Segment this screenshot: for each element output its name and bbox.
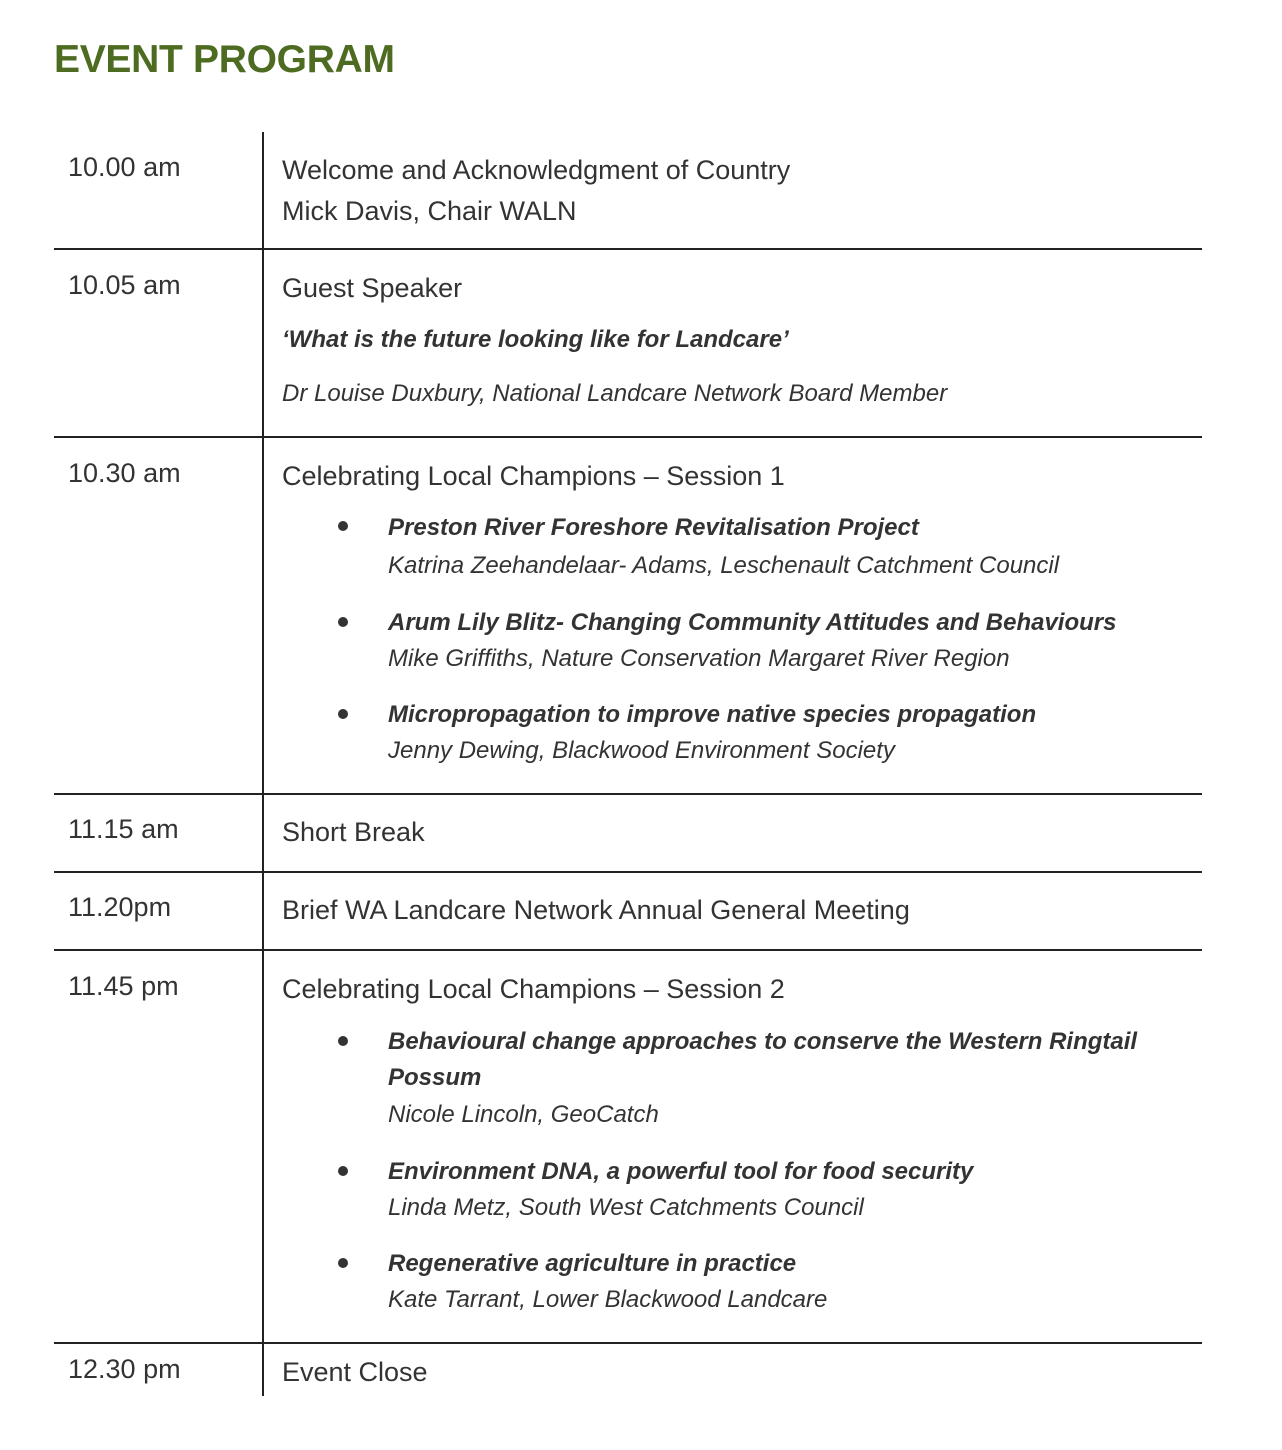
bullet-icon	[338, 1258, 348, 1268]
talk-title: Regenerative agriculture in practice	[388, 1250, 797, 1277]
program-row	[54, 873, 1202, 951]
program-row	[54, 132, 1202, 250]
bullet-icon	[338, 1036, 348, 1046]
talk-title: ‘What is the future looking like for Landcare’	[282, 326, 789, 353]
program-row	[54, 795, 1202, 873]
list-item	[282, 1246, 1202, 1318]
list-item	[282, 509, 1202, 585]
row-content	[264, 250, 1202, 436]
talk-title: Arum Lily Blitz- Changing Community Attitudes and Behaviours	[388, 609, 1117, 636]
row-content	[264, 951, 1202, 1342]
list-item	[282, 1154, 1202, 1226]
session-talk-list	[282, 1024, 1202, 1318]
program-row	[54, 951, 1202, 1344]
program-row	[54, 250, 1202, 438]
talk-title: Environment DNA, a powerful tool for food security	[388, 1158, 974, 1185]
list-item	[282, 605, 1202, 677]
program-row	[54, 438, 1202, 795]
row-time: 11.45 pm	[54, 951, 264, 1342]
talk-speaker: Jenny Dewing, Blackwood Environment Society	[388, 737, 895, 764]
row-content	[264, 795, 1202, 871]
bullet-icon	[338, 617, 348, 627]
row-heading: Guest Speaker	[282, 273, 463, 303]
event-program-table	[54, 132, 1202, 1396]
bullet-icon	[338, 1166, 348, 1176]
talk-speaker: Dr Louise Duxbury, National Landcare Network Board Member	[282, 380, 948, 407]
talk-speaker: Kate Tarrant, Lower Blackwood Landcare	[388, 1286, 828, 1313]
row-heading: Celebrating Local Champions – Session 1	[282, 461, 785, 491]
talk-title: Behavioural change approaches to conserve the Western Ringtail Possum	[388, 1028, 1138, 1091]
row-time: 10.30 am	[54, 438, 264, 793]
list-item	[282, 697, 1202, 769]
bullet-icon	[338, 709, 348, 719]
row-time: 11.20pm	[54, 873, 264, 949]
talk-speaker: Katrina Zeehandelaar- Adams, Leschenault Catchment Council	[388, 552, 1060, 579]
talk-title: Micropropagation to improve native species propagation	[388, 701, 1037, 728]
list-item	[282, 1024, 1202, 1134]
row-content	[264, 132, 1202, 248]
row-subheading: Mick Davis, Chair WALN	[282, 196, 577, 226]
row-content	[264, 873, 1202, 949]
talk-speaker: Mike Griffiths, Nature Conservation Margaret River Region	[388, 645, 1010, 672]
bullet-icon	[338, 521, 348, 531]
row-time: 11.15 am	[54, 795, 264, 871]
talk-title: Preston River Foreshore Revitalisation Project	[388, 514, 919, 541]
row-time: 10.00 am	[54, 132, 264, 248]
session-talk-list	[282, 509, 1202, 769]
row-time: 12.30 pm	[54, 1344, 264, 1396]
row-heading: Welcome and Acknowledgment of Country	[282, 155, 791, 185]
row-content	[264, 438, 1202, 793]
row-heading: Celebrating Local Champions – Session 2	[282, 974, 785, 1004]
row-content	[264, 1344, 1202, 1396]
row-heading: Event Close	[282, 1357, 428, 1387]
talk-speaker: Nicole Lincoln, GeoCatch	[388, 1101, 659, 1128]
talk-speaker: Linda Metz, South West Catchments Council	[388, 1194, 864, 1221]
row-heading: Short Break	[282, 817, 425, 847]
page-title: EVENT PROGRAM	[54, 38, 395, 81]
row-time: 10.05 am	[54, 250, 264, 436]
program-row	[54, 1344, 1202, 1396]
row-heading: Brief WA Landcare Network Annual General Meeting	[282, 895, 910, 925]
